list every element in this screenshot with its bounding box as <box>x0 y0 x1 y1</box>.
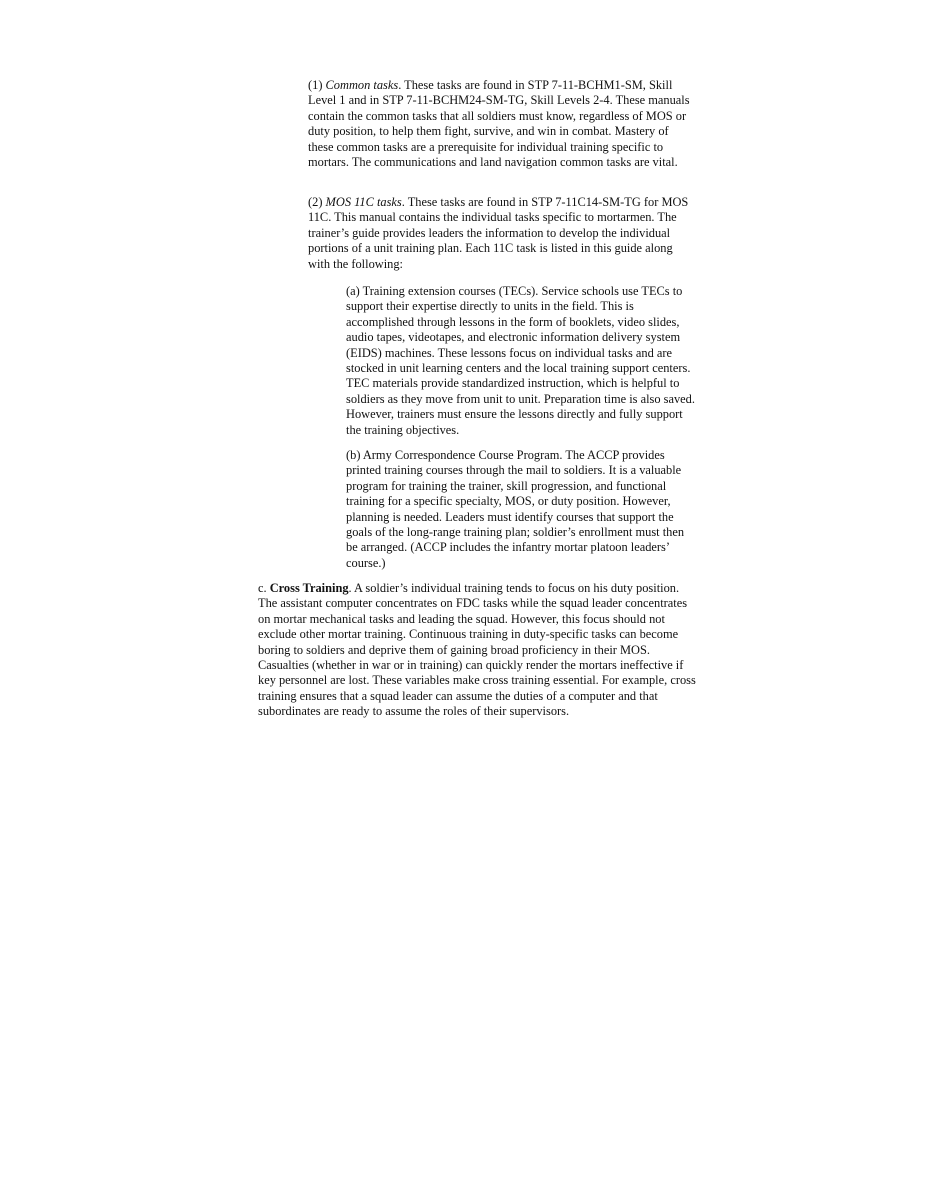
paragraph-body: . These tasks are found in STP 7-11-BCHM1-SM, Skill Level 1 and in STP 7-11-BCHM24-SM-TG, Skill Levels 2-4. These manuals contain the common tasks that all soldiers must know, regardless of MOS or duty position, to help them fight, survive, and win in combat. Mastery of these common tasks are a prerequisite for individual training specific to mortars. The communications and land navigation common tasks are vital. <box>308 78 690 170</box>
paragraph-number: (2) <box>308 195 326 209</box>
paragraph-training-extension-courses: (a) Training extension courses (TECs). Service schools use TECs to support their expertise directly to units in the field. This is accomplished through lessons in the form of booklets, video slides, audio tapes, videotapes, and electronic information delivery system (EIDS) machines. These lessons focus on individual tasks and are stocked in unit learning centers and the local training support centers. TEC materials provide standardized instruction, which is helpful to soldiers as they move from unit to unit. Preparation time is also saved. However, trainers must ensure the lessons directly and fully support the training objectives. <box>346 284 695 437</box>
paragraph-common-tasks <box>308 78 696 170</box>
paragraph-body: . These tasks are found in STP 7-11C14-SM-TG for MOS 11C. This manual contains the individual tasks specific to mortarmen. The trainer’s guide provides leaders the information to develop the individual portions of a unit training plan. Each 11C task is listed in this guide along with the following: <box>308 195 689 271</box>
paragraph-accp: (b) Army Correspondence Course Program. The ACCP provides printed training courses through the mail to soldiers. It is a valuable program for training the trainer, skill progression, and functional training for a specific specialty, MOS, or duty position. However, planning is needed. Leaders must identify courses that support the goals of the long-range training plan; soldier’s enrollment must then be arranged. (ACCP includes the infantry mortar platoon leaders’ course.) <box>346 448 685 570</box>
paragraph-heading: Common tasks <box>325 78 399 92</box>
paragraph-mos-11c-tasks <box>308 195 696 272</box>
paragraph-body: . A soldier’s individual training tends to focus on his duty position. The assistant computer concentrates on FDC tasks while the squad leader concentrates on mortar mechanical tasks and leading the squad. However, this focus should not exclude other mortar training. Continuous training in duty-specific tasks can become boring to soldiers and deprive them of gaining broad proficiency in their MOS. Casualties (whether in war or in training) can quickly render the mortars ineffective if key personnel are lost. These variables make cross training essential. For example, cross training ensures that a squad leader can assume the duties of a computer and that subordinates are ready to assume the roles of their supervisors. <box>258 581 696 719</box>
paragraph-heading: MOS 11C tasks <box>325 195 402 209</box>
paragraph-number: (1) <box>308 78 326 92</box>
paragraph-cross-training <box>258 581 696 720</box>
paragraph-number: c. <box>258 581 270 595</box>
paragraph-heading: Cross Training <box>269 581 349 595</box>
